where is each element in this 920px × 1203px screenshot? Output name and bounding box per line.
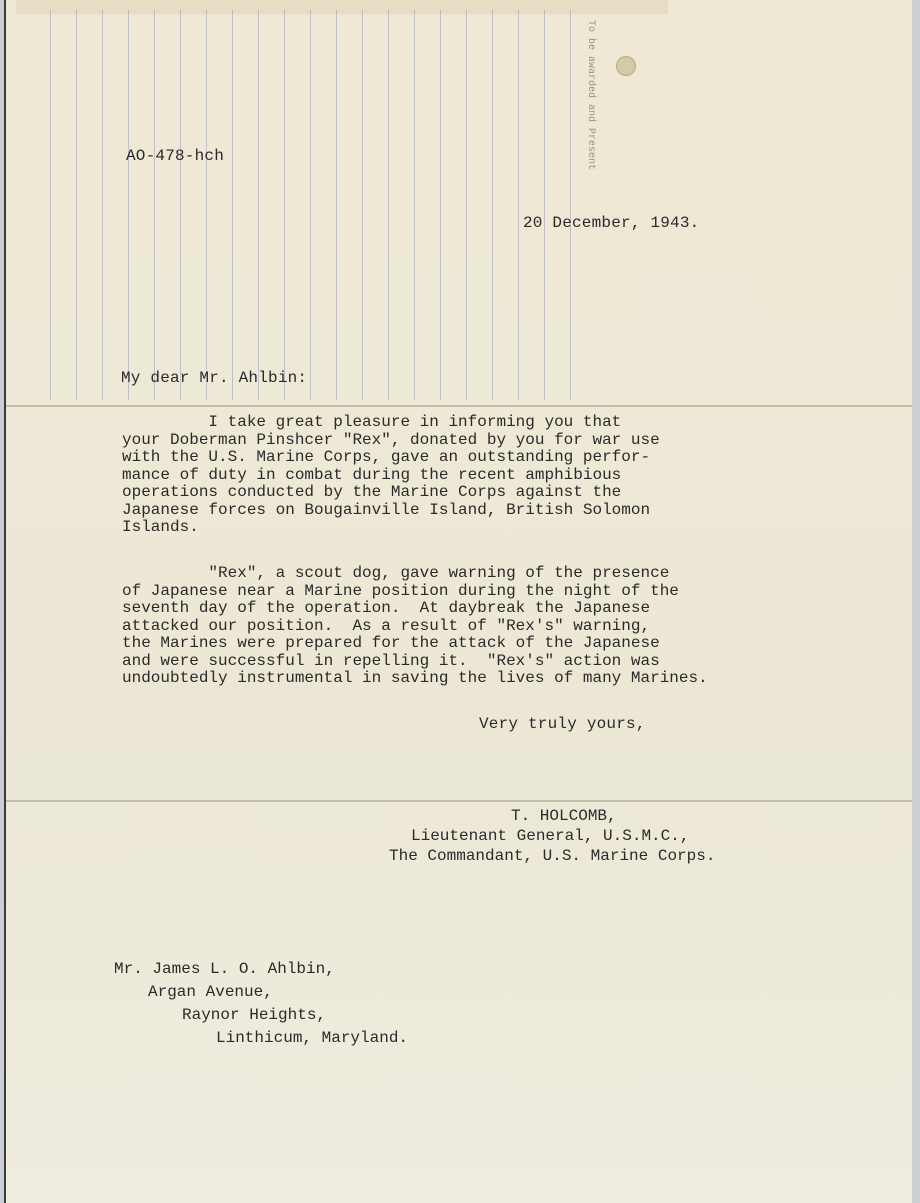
- ruled-line: [284, 10, 285, 400]
- ruled-line: [362, 10, 363, 400]
- signer-name: T. HOLCOMB,: [511, 807, 617, 825]
- punch-hole: [616, 56, 636, 76]
- signer-rank: Lieutenant General, U.S.M.C.,: [411, 827, 690, 845]
- address-line: Mr. James L. O. Ahlbin,: [114, 960, 335, 978]
- fold-crease: [6, 405, 912, 407]
- body-paragraph-1: [122, 414, 660, 537]
- ruled-line: [50, 10, 51, 400]
- ruled-line: [336, 10, 337, 400]
- text-line: mance of duty in combat during the recent amphibious: [122, 465, 622, 484]
- text-line: of Japanese near a Marine position during the night of the: [122, 581, 679, 600]
- ruled-line: [76, 10, 77, 400]
- ruled-line: [258, 10, 259, 400]
- reference-number: AO-478-hch: [126, 147, 225, 165]
- fold-crease: [6, 800, 912, 802]
- text-line: Japanese forces on Bougainville Island, British Solomon: [122, 500, 651, 519]
- ruled-line: [128, 10, 129, 400]
- address-line: Argan Avenue,: [148, 983, 273, 1001]
- ruled-line: [518, 10, 519, 400]
- ruled-line: [466, 10, 467, 400]
- ruled-line: [570, 10, 571, 400]
- ruled-line: [206, 10, 207, 400]
- text-line: operations conducted by the Marine Corps against the: [122, 483, 622, 501]
- address-line: Raynor Heights,: [182, 1006, 327, 1024]
- text-line: I take great pleasure in informing you that: [122, 413, 622, 431]
- text-line: and were successful in repelling it. "Rex's" action was: [122, 651, 660, 670]
- text-line: with the U.S. Marine Corps, gave an outstanding perfor-: [122, 448, 651, 466]
- ruled-line: [388, 10, 389, 400]
- signer-title: The Commandant, U.S. Marine Corps.: [389, 847, 716, 865]
- ruled-line: [492, 10, 493, 400]
- text-line: seventh day of the operation. At daybreak the Japanese: [122, 599, 651, 617]
- salutation: My dear Mr. Ahlbin:: [121, 369, 308, 387]
- ruled-line: [232, 10, 233, 400]
- text-line: "Rex", a scout dog, gave warning of the presence: [122, 564, 670, 582]
- ruled-line: [414, 10, 415, 400]
- text-line: your Doberman Pinshcer "Rex", donated by you for war use: [122, 430, 660, 449]
- ruled-line: [310, 10, 311, 400]
- complimentary-close: Very truly yours,: [479, 715, 646, 733]
- paper-sheet: [6, 0, 912, 1203]
- recipient-address: [114, 958, 408, 1050]
- text-line: attacked our position. As a result of "Rex's" warning,: [122, 616, 651, 635]
- signature-block: [389, 806, 715, 866]
- side-stamp: To be awarded and Present: [585, 20, 596, 171]
- ruled-line: [440, 10, 441, 400]
- text-line: the Marines were prepared for the attack of the Japanese: [122, 634, 660, 652]
- ruled-line: [180, 10, 181, 400]
- ruled-line: [154, 10, 155, 400]
- text-line: undoubtedly instrumental in saving the lives of many Marines.: [122, 669, 708, 687]
- address-line: Linthicum, Maryland.: [216, 1029, 409, 1047]
- body-paragraph-2: [122, 565, 708, 688]
- letter-date: 20 December, 1943.: [523, 214, 700, 232]
- text-line: Islands.: [122, 518, 199, 536]
- ruled-line: [102, 10, 103, 400]
- ruled-line: [544, 10, 545, 400]
